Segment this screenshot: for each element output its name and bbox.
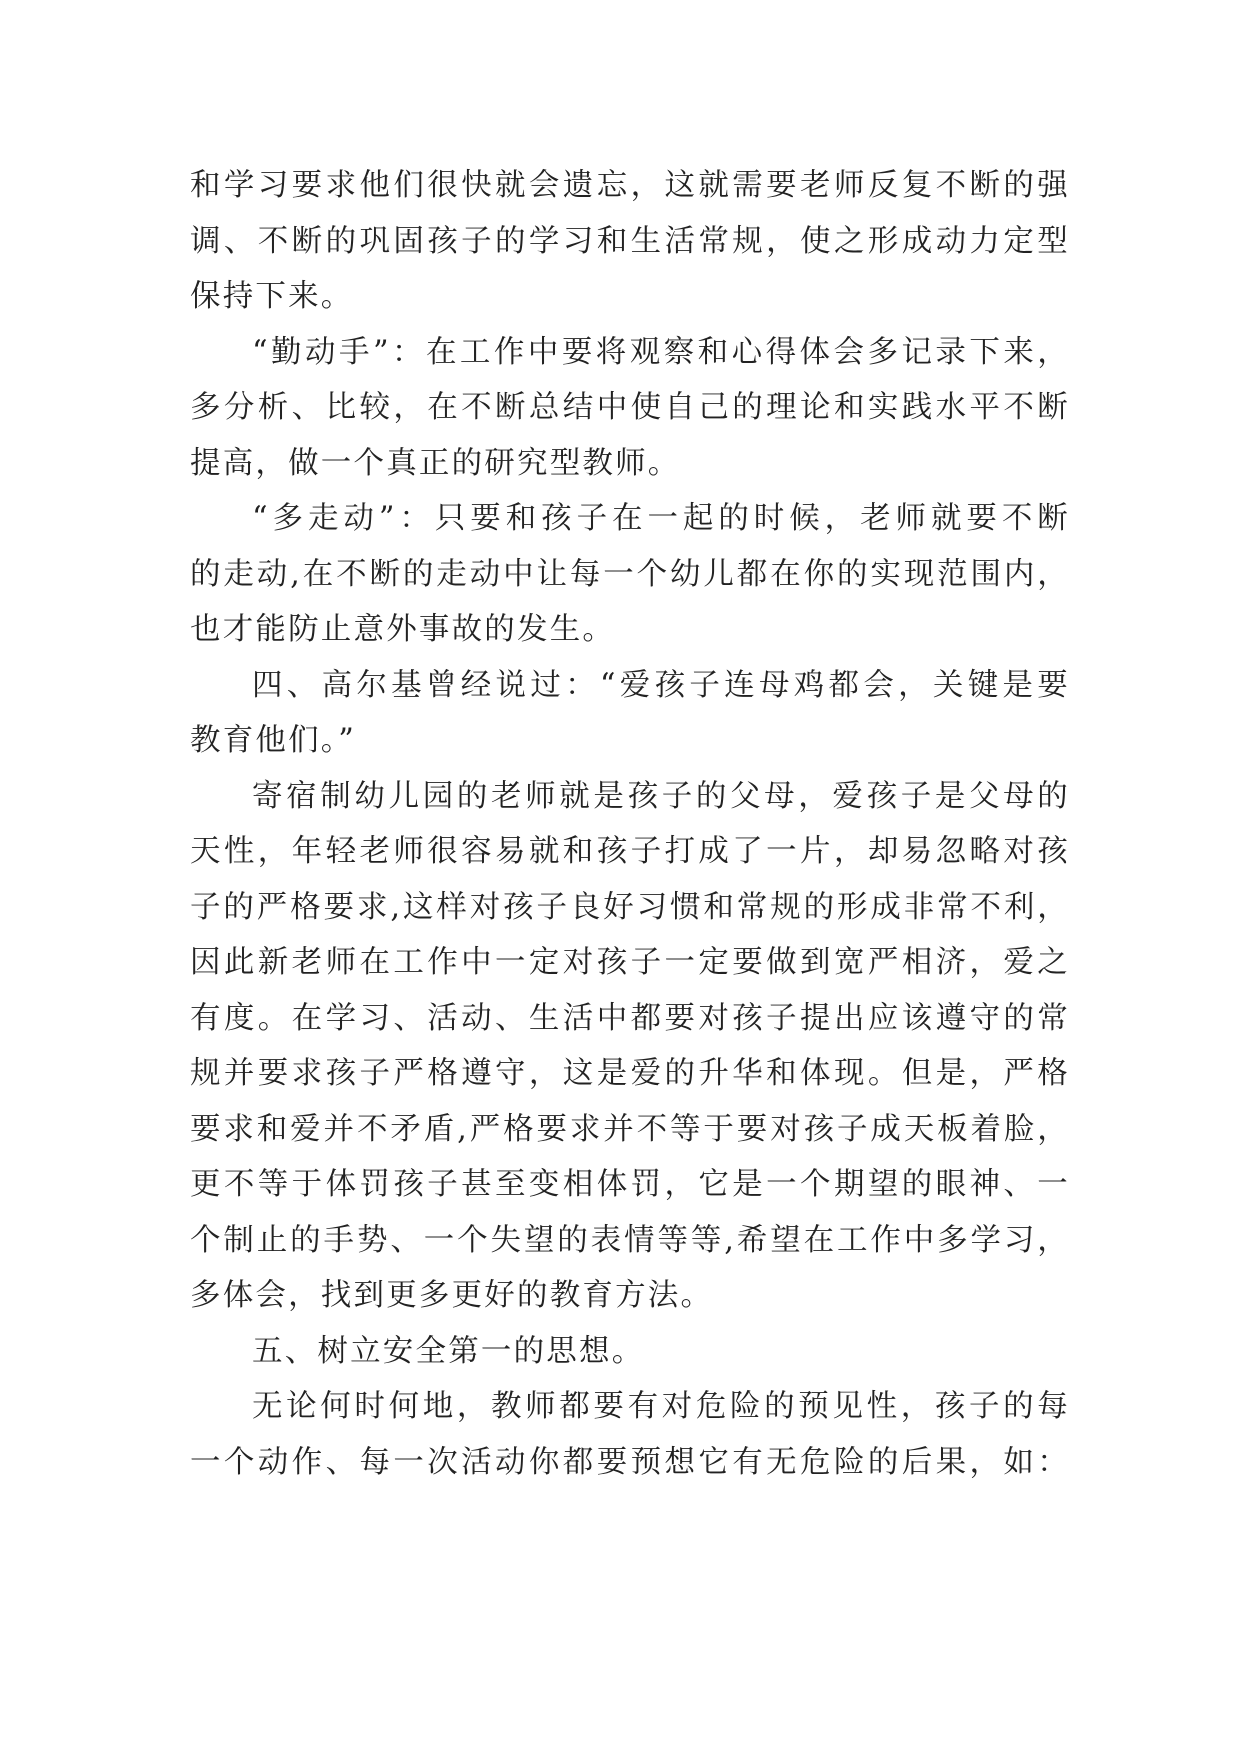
text-line: 调、不断的巩固孩子的学习和生活常规，使之形成动力定型 [190, 223, 1070, 259]
text-line: 保持下来。 [190, 279, 354, 314]
text-line: 要求和爱并不矛盾,严格要求并不等于要对孩子成天板着脸， [190, 1111, 1070, 1147]
text-line: 教育他们。” [190, 723, 357, 758]
text-line: 四、高尔基曾经说过：“爱孩子连母鸡都会，关键是要 [252, 667, 1070, 703]
text-line: 更不等于体罚孩子甚至变相体罚，它是一个期望的眼神、一 [190, 1167, 1070, 1202]
text-line: “多走动”：只要和孩子在一起的时候，老师就要不断 [252, 501, 1070, 536]
text-line: 提高，做一个真正的研究型教师。 [190, 445, 681, 481]
text-line: 的走动,在不断的走动中让每一个幼儿都在你的实现范围内， [190, 556, 1070, 592]
text-line: 五、树立安全第一的思想。 [252, 1333, 645, 1369]
text-line: 多体会，找到更多更好的教育方法。 [190, 1278, 714, 1313]
document-body [190, 158, 1070, 1490]
text-line: 寄宿制幼儿园的老师就是孩子的父母，爱孩子是父母的 [252, 778, 1070, 814]
text-line: 天性，年轻老师很容易就和孩子打成了一片，却易忽略对孩 [190, 834, 1070, 869]
text-line: 无论何时何地，教师都要有对危险的预见性，孩子的每 [252, 1389, 1070, 1424]
text-line: 多分析、比较，在不断总结中使自己的理论和实践水平不断 [190, 390, 1070, 425]
text-line: 子的严格要求,这样对孩子良好习惯和常规的形成非常不利， [190, 889, 1070, 925]
text-line: 规并要求孩子严格遵守，这是爱的升华和体现。但是，严格 [190, 1056, 1070, 1091]
text-line: 因此新老师在工作中一定对孩子一定要做到宽严相济，爱之 [190, 945, 1070, 980]
text-line: 也才能防止意外事故的发生。 [190, 612, 616, 647]
text-line: 和学习要求他们很快就会遗忘，这就需要老师反复不断的强 [190, 168, 1070, 203]
text-line: “勤动手”：在工作中要将观察和心得体会多记录下来， [252, 334, 1070, 370]
text-line: 个制止的手势、一个失望的表情等等,希望在工作中多学习， [190, 1222, 1070, 1258]
text-line: 一个动作、每一次活动你都要预想它有无危险的后果，如： [190, 1444, 1070, 1480]
text-line: 有度。在学习、活动、生活中都要对孩子提出应该遵守的常 [190, 1000, 1070, 1036]
